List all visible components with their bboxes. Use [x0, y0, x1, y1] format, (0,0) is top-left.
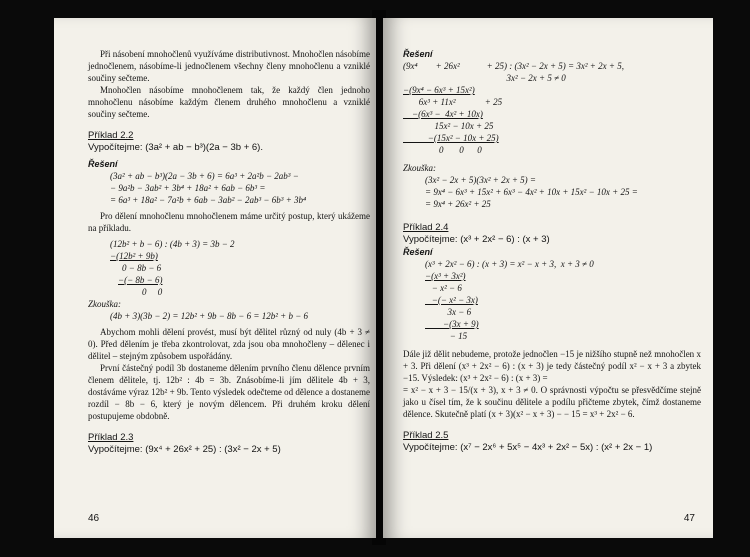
check-line: = 9x⁴ + 26x² + 25 [425, 199, 491, 209]
division-2-4 [403, 258, 701, 342]
paragraph-remainder: Dále již dělit nebudeme, protože jednočlen −15 je nižšího stupně než mnohočlen x + 3. Při dělení (x³ + 2x² − 6) : (x + 3) je tedy částečný podíl x² − x + 3 a zbytek −15. Výsledek: (x³ + 2x² − 6) : (x + 3) = [403, 349, 701, 383]
example-2-3-heading: Příklad 2.3 [88, 432, 134, 443]
division-line: −(15x² − 10x + 25) [403, 133, 499, 143]
division-line: 3x² − 2x + 5 ≠ 0 [403, 73, 566, 83]
division-line: 6x³ + 11x² + 25 [403, 97, 503, 107]
division-example [88, 238, 370, 298]
solution-line: (3a² + ab − b³)(2a − 3b + 6) = 6a³ + 2a²b − 2ab³ − [110, 171, 299, 181]
paragraph-multiplication-polynomial: Mnohočlen násobíme mnohočlenem tak, že každý člen jednoho mnohočlenu násobíme každým členem druhého mnohočlenu a vzniklé součiny sečteme. [88, 85, 370, 119]
right-page [383, 18, 713, 538]
left-page-content [88, 48, 370, 456]
division-line: −(− 8b − 6) [118, 275, 163, 285]
check-label: Zkouška: [403, 163, 436, 173]
example-2-2-heading: Příklad 2.2 [88, 130, 134, 141]
example-2-4-heading: Příklad 2.4 [403, 222, 449, 233]
division-2-3 [403, 60, 701, 156]
paragraph-division-steps: První částečný podíl 3b dostaneme dělením prvního členu dělence prvním členem dělitele, tj. 12b² : 4b = 3b. Znásobíme-li jím dělitele 4b + 3, dostáváme výraz 12b² + 9b. Tento výsledek odečteme od dělence a dostaneme rozdíl − 8b − 6, který je novým dělencem. Při druhém kroku dělení postupujeme obdobně. [88, 363, 370, 421]
check-label: Zkouška: [88, 299, 121, 309]
solution-2-2 [88, 170, 370, 206]
page-number-left: 46 [88, 513, 100, 524]
division-line: 15x² − 10x + 25 [403, 121, 494, 131]
division-line: −(6x³ − 4x² + 10x) [403, 109, 483, 119]
right-page-content [403, 48, 701, 454]
division-line: 0 0 [142, 287, 163, 297]
division-line: 0 − 8b − 6 [122, 263, 162, 273]
division-line: 0 0 0 [403, 145, 482, 155]
check-2-2 [88, 310, 370, 322]
division-line: − 15 [425, 331, 468, 341]
solution-label: Řešení [403, 247, 433, 257]
solution-label: Řešení [403, 49, 433, 59]
check-line: (3x² − 2x + 5)(3x² + 2x + 5) = [425, 175, 536, 185]
division-line: −(− x² − 3x) [425, 295, 478, 305]
division-line: −(12b² + 9b) [110, 251, 158, 261]
check-2-3 [403, 174, 701, 210]
example-2-5-heading: Příklad 2.5 [403, 430, 449, 441]
check-line: = 9x⁴ − 6x³ + 15x² + 6x³ − 4x² + 10x + 15x² − 10x + 25 = [425, 187, 638, 197]
paragraph-multiplication-monomial: Při násobení mnohočlenů využíváme distributivnost. Mnohočlen násobíme jednočlenem, násobíme-li jednočlenem všechny členy mnohočlenu a vzniklé součiny sečteme. [88, 49, 370, 83]
solution-line: = 6a³ + 18a² − 7a²b + 6ab − 3ab² − 2ab³ − 6b³ + 3b⁴ [110, 195, 307, 205]
division-line: (x³ + 2x² − 6) : (x + 3) = x² − x + 3, x + 3 ≠ 0 [425, 259, 594, 269]
solution-line: − 9a²b − 3ab² + 3b⁴ + 18a² + 6ab − 6b³ = [110, 183, 266, 193]
division-line: (12b² + b − 6) : (4b + 3) = 3b − 2 [110, 239, 235, 249]
division-line: − x² − 6 [425, 283, 462, 293]
paragraph-division-intro: Pro dělení mnohočlenu mnohočlenem máme určitý postup, který ukážeme na příkladu. [88, 211, 370, 233]
left-page [54, 18, 376, 538]
example-2-4-task: Vypočítejme: (x³ + 2x² − 6) : (x + 3) [403, 234, 550, 245]
solution-label: Řešení [88, 159, 118, 169]
page-number-right: 47 [683, 513, 695, 524]
division-line: −(9x⁴ − 6x³ + 15x²) [403, 85, 475, 95]
example-2-3-task: Vypočítejme: (9x⁴ + 26x² + 25) : (3x² − 2x + 5) [88, 444, 281, 455]
division-line: 3x − 6 [425, 307, 472, 317]
division-line: (9x⁴ + 26x² + 25) : (3x² − 2x + 5) = 3x² + 2x + 5, [403, 61, 624, 71]
example-2-5-task: Vypočítejme: (x⁷ − 2x⁶ + 5x⁵ − 4x³ + 2x² − 5x) : (x² + 2x − 1) [403, 442, 653, 453]
paragraph-remainder-result: = x² − x + 3 − 15/(x + 3), x + 3 ≠ 0. O správnosti výpočtu se přesvědčíme stejně jako u čísel tím, že k součinu dělitele a podílu přičteme zbytek, čímž dostaneme dělence. Skutečně platí (x + 3)(x² − x + 3) − − 15 = x³ + 2x² − 6. [403, 385, 701, 419]
paragraph-division-condition: Abychom mohli dělení provést, musí být dělitel různý od nuly (4b + 3 ≠ 0). Před dělením je třeba zkontrolovat, zda jsou oba mnohočleny – dělenec i dělitel – stejným způsobem uspořádány. [88, 327, 370, 361]
example-2-2-task: Vypočítejme: (3a² + ab − b³)(2a − 3b + 6). [88, 142, 263, 153]
check-line: (4b + 3)(3b − 2) = 12b² + 9b − 8b − 6 = 12b² + b − 6 [110, 311, 309, 321]
division-line: −(3x + 9) [425, 319, 479, 329]
division-line: −(x³ + 3x²) [425, 271, 466, 281]
